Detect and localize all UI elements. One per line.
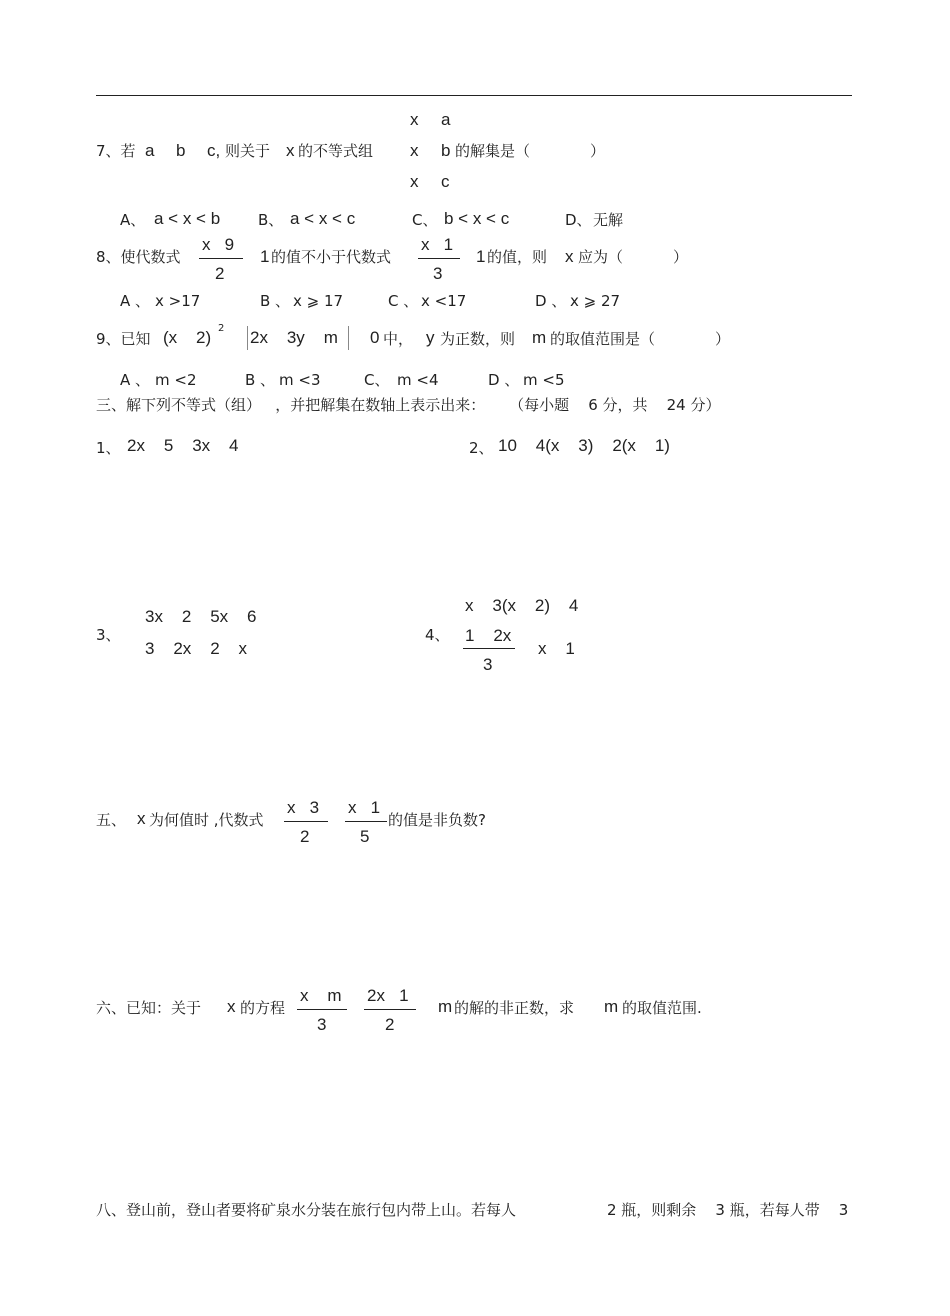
- section-5-fraction-1-numerator: x 3: [287, 798, 320, 817]
- system-row-3-x: x: [410, 172, 419, 191]
- q8-fraction-1-bar: [199, 258, 243, 259]
- section-6-fraction-2-numerator: 2x 1: [367, 986, 409, 1005]
- problem-3-row-1: 3x 2 5x 6: [145, 607, 257, 626]
- q7-option-c-label: C、: [412, 211, 438, 229]
- q7-var: x: [286, 141, 295, 160]
- q8-option-a-label: A 、: [120, 292, 151, 310]
- section-5-fraction-2-bar: [345, 821, 387, 822]
- q9-prefix: 9、已知: [96, 330, 151, 348]
- section-6-var3: m: [604, 997, 619, 1016]
- q9-expr-1: (x 2): [163, 328, 212, 347]
- q9-var: y: [426, 328, 435, 347]
- q9-paren-close: ）: [715, 330, 731, 348]
- q8-option-d-label: D 、: [535, 292, 567, 310]
- section-3-title: 三、解下列不等式（组） ，并把解集在数轴上表示出来： （每小题 6 分，共 24 分）: [96, 396, 721, 414]
- q8-fraction-1-denominator: 2: [215, 264, 225, 283]
- q8-option-a: x >17: [155, 292, 201, 310]
- q8-after-fraction-2: 1: [476, 247, 486, 266]
- section-6-prefix: 六、已知：关于: [96, 999, 202, 1017]
- q9-mid: 中，: [383, 330, 414, 348]
- q8-mid2: 的值，则: [487, 248, 548, 266]
- problem-2-expression: 10 4(x 3) 2(x 1): [498, 436, 670, 455]
- section-5-fraction-2-numerator: x 1: [348, 798, 381, 817]
- q8-option-b: x ⩾ 17: [293, 292, 344, 310]
- q9-expr-2: 2x 3y m: [250, 328, 338, 347]
- q9-exponent: 2: [218, 323, 225, 334]
- problem-4-row-1: x 3(x 2) 4: [465, 596, 579, 615]
- section-6-fraction-1-denominator: 3: [317, 1015, 327, 1034]
- section-6-suffix: 的取值范围.: [622, 999, 702, 1017]
- q7-option-c: b < x < c: [444, 209, 510, 228]
- q9-option-a: m <2: [155, 371, 197, 389]
- q7-mid: 则关于: [225, 142, 271, 160]
- q7-cond-b: b: [176, 141, 186, 160]
- problem-1-expression: 2x 5 3x 4: [127, 436, 239, 455]
- problem-3-number: 3、: [96, 626, 121, 644]
- q7-cond-a: a: [145, 141, 155, 160]
- problem-4-number: 4、: [425, 626, 450, 644]
- section-6-var2: m: [438, 997, 453, 1016]
- q8-option-b-label: B 、: [260, 292, 291, 310]
- section-6-fraction-1-bar: [297, 1009, 347, 1010]
- q8-prefix: 8、使代数式: [96, 248, 181, 266]
- system-row-1-x: x: [410, 110, 419, 129]
- section-6-mid2: 的解的非正数，求: [454, 999, 575, 1017]
- section-6-var: x: [227, 997, 236, 1016]
- q8-mid: 的值不小于代数式: [271, 248, 392, 266]
- system-row-2-x: x: [410, 141, 419, 160]
- q8-paren-close: ）: [673, 248, 689, 266]
- problem-1-number: 1、: [96, 439, 121, 457]
- q9-mid2: 为正数，则: [440, 330, 516, 348]
- section-5-fraction-1-denominator: 2: [300, 827, 310, 846]
- q8-fraction-2-bar: [418, 258, 460, 259]
- q9-option-c: m <4: [397, 371, 439, 389]
- q7-text2: 的不等式组: [298, 142, 374, 160]
- q9-var2: m: [532, 328, 547, 347]
- problem-4-row-2-tail: x 1: [538, 639, 575, 658]
- q8-option-c-label: C 、: [388, 292, 419, 310]
- q8-var: x: [565, 247, 574, 266]
- q8-fraction-1-numerator: x 9: [202, 235, 235, 254]
- problem-3-row-2: 3 2x 2 x: [145, 639, 248, 658]
- q9-suffix: 的取值范围是（: [550, 330, 656, 348]
- problem-2-number: 2、: [469, 439, 494, 457]
- q7-option-a: a < x < b: [154, 209, 221, 228]
- q9-option-a-label: A 、: [120, 371, 151, 389]
- q8-after-fraction-1: 1: [260, 247, 270, 266]
- q7-suffix: 的解集是（: [455, 142, 531, 160]
- section-5-fraction-1-bar: [284, 821, 328, 822]
- section-5-prefix: 五、: [96, 811, 127, 829]
- q9-zero: 0: [370, 328, 380, 347]
- q7-cond-c: c,: [207, 141, 221, 160]
- q9-abs-left-bar: [247, 326, 248, 350]
- q8-option-d: x ⩾ 27: [570, 292, 621, 310]
- section-6-fraction-2-denominator: 2: [385, 1015, 395, 1034]
- section-6-fraction-1-numerator: x m: [300, 986, 342, 1005]
- q9-option-b-label: B 、: [245, 371, 276, 389]
- section-6-mid: 的方程: [240, 999, 286, 1017]
- q7-paren-close: ）: [590, 142, 606, 160]
- section-6-fraction-2-bar: [364, 1009, 416, 1010]
- system-row-2-value: b: [441, 141, 451, 160]
- q7-option-b-label: B、: [258, 211, 284, 229]
- problem-4-fraction-denominator: 3: [483, 655, 493, 674]
- q9-option-b: m <3: [279, 371, 321, 389]
- q8-fraction-2-numerator: x 1: [421, 235, 454, 254]
- section-5-mid: 为何值时 ,代数式: [149, 811, 264, 829]
- q7-option-d: 无解: [593, 211, 624, 229]
- q8-option-c: x <17: [421, 292, 467, 310]
- header-rule: [96, 95, 852, 96]
- q9-option-d-label: D 、: [488, 371, 520, 389]
- q8-fraction-2-denominator: 3: [433, 264, 443, 283]
- section-5-fraction-2-denominator: 5: [360, 827, 370, 846]
- section-8-text-2: 2 瓶，则剩余 3 瓶，若每人带 3: [607, 1201, 849, 1219]
- section-8-text-1: 八、登山前，登山者要将矿泉水分装在旅行包内带上山。若每人: [96, 1201, 517, 1219]
- system-row-1-value: a: [441, 110, 451, 129]
- q7-option-b: a < x < c: [290, 209, 356, 228]
- q7-option-a-label: A、: [120, 211, 146, 229]
- system-row-3-value: c: [441, 172, 450, 191]
- q9-option-d: m <5: [523, 371, 565, 389]
- q7-option-d-label: D、: [565, 211, 592, 229]
- q7-prefix: 7、若: [96, 142, 136, 160]
- problem-4-fraction-numerator: 1 2x: [465, 626, 512, 645]
- problem-4-fraction-bar: [463, 648, 515, 649]
- section-5-var: x: [137, 809, 146, 828]
- q9-abs-right-bar: [348, 326, 349, 350]
- q8-suffix: 应为（: [578, 248, 624, 266]
- q9-option-c-label: C、: [364, 371, 390, 389]
- section-5-suffix: 的值是非负数?: [388, 811, 486, 829]
